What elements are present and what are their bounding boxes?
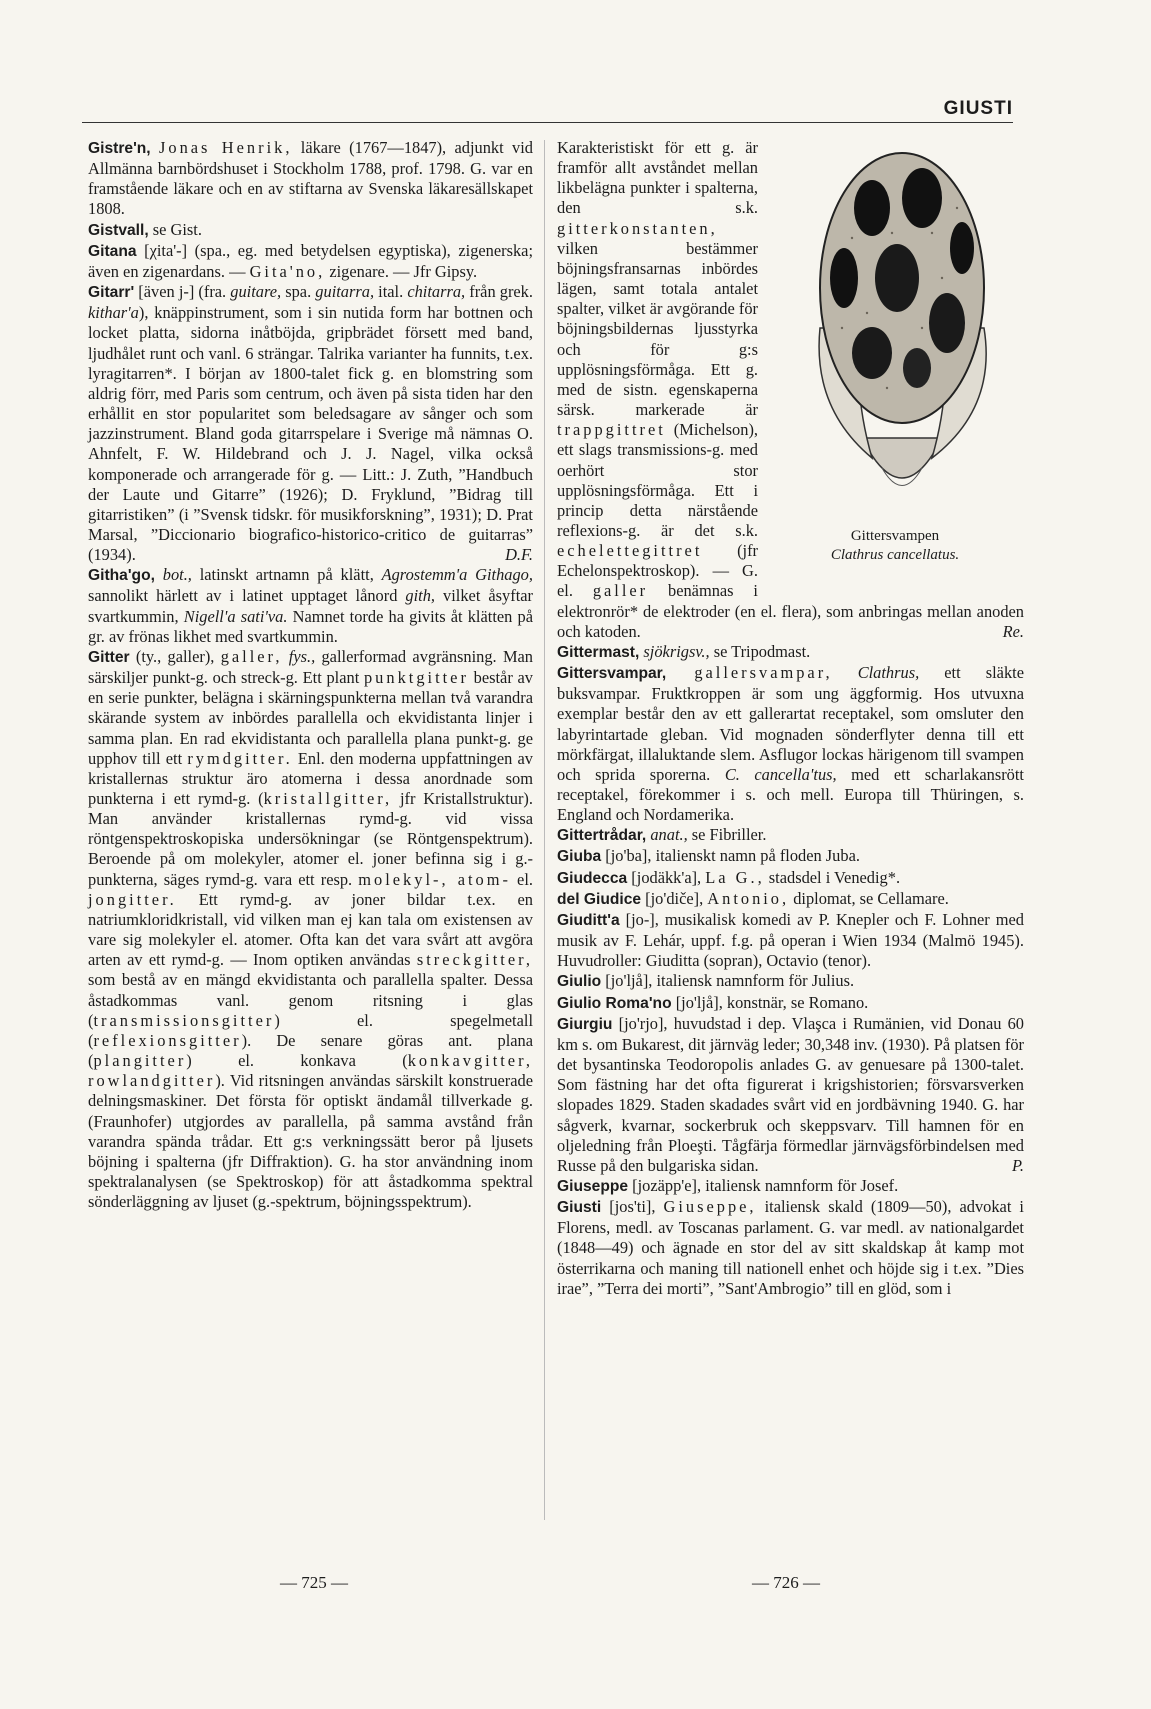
headword: Giulio bbox=[557, 973, 602, 991]
headword: Giuditt'a bbox=[557, 911, 620, 929]
entry-del-giudice: del Giudice [jo'diče], Antonio, diplomat, se Cellamare. bbox=[557, 888, 949, 908]
entry-giuseppe: Giuseppe [jozäpp'e], italiensk namnform för Josef. bbox=[557, 1175, 899, 1195]
signature: D.F. bbox=[505, 545, 533, 565]
entry-giudecca: Giudecca [jodäkk'a], La G., stadsdel i Venedig*. bbox=[557, 867, 901, 887]
entry-giusti: Giusti [jos'ti], Giuseppe, italiensk skald (1809—50), advokat i Florens, medl. av Toscanas parlament. G. var medl. av nationalgardet (1848—49) och ägnade en stor del av sitt skaldskap åt kamp mot österrikarna och maning till nationell enhet och höjde sig i t.ex. ”Dies irae”, ”Terra dei morti”, ”Sant'Ambrogio” till en glöd, som i bbox=[557, 1197, 1024, 1298]
caption-name: Gittersvampen bbox=[850, 528, 940, 545]
headword: Gistre'n, bbox=[88, 140, 151, 157]
entry-gitarr: Gitarr' [även j-] (fra. guitare, spa. guitarra, ital. chitarra, från grek. kithar'a), knäppinstrument, som i sin nutida form har bottnen och locket platta, sidorna inåtböjda, gripbrädet försett med band, ljudhålet runt och vanl. 6 strängar. Talrika varianter ha funnits, t.ex. lyragitarren*. I början av 1800-talet fick g. en blomstring som aldrig förr, med Paris som centrum, och även på sista tiden har den erhållit en stor popularitet som beledsagare av sånger och som jazzinstrument. Bland goda gitarrspelare i Sverige må nämnas O. Ahnfelt, F. W. Hildebrand och J. J. Nagel, vilka också komponerade och arrangerade för g. — Litt.: J. Zuth, ”Handbuch der Laute und Gitarre” (1926); D. Fryklund, ”Bidrag till gitarristiken” (i ”Svensk tidskr. för musikforskning”, 1931); D. Prat Marsal, ”Diccionario biografico-historico-critico de guitarras” (1934). D.F. bbox=[88, 282, 533, 565]
caption-scientific: Clathrus cancellatus. bbox=[830, 547, 960, 564]
headword: Gittersvampar, bbox=[557, 665, 667, 683]
headword: Giusti bbox=[557, 1199, 602, 1217]
page-number-left: — 725 — bbox=[280, 1573, 348, 1592]
mushroom-illustration bbox=[792, 138, 1012, 518]
entry-gitana: Gitana [χita'-] (spa., eg. med betydelsen egyptiska), zigenerska; även en zigenardans. — Gita'no, zigenare. — Jfr Gipsy. bbox=[88, 240, 533, 281]
entry-giuba: Giuba [jo'ba], italienskt namn på floden Juba. bbox=[557, 846, 860, 866]
signature: Re. bbox=[1002, 621, 1024, 641]
headword: Githa'go, bbox=[88, 567, 155, 585]
headword: Giudecca bbox=[557, 869, 628, 887]
headword: Giuseppe bbox=[557, 1177, 629, 1195]
entry-giulio-romano: Giulio Roma'no [jo'ljå], konstnär, se Romano. bbox=[557, 992, 869, 1012]
right-column bbox=[557, 138, 1024, 1299]
page-number-right: — 726 — bbox=[752, 1573, 820, 1592]
headword: Giuba bbox=[557, 848, 602, 866]
entry-giurgiu: Giurgiu [jo'rjo], huvudstad i dep. Vlaşca i Rumänien, vid Donau 60 km s. om Bukarest, dit järnväg leder; 30,348 inv. (1930). På platsen för det bysantinska Teodoropolis anlades G. av genuesare på 1300-talet. Som fästning har det ofta figurerat i krigshistorien; försvarsverken slopades 1829. Staden skadades svårt vid en jordbävning 1940. G. har sågverk, kvarnar, sockerbruk och skeppsvarv. Till hamnen för en oljeledning från Ploeşti. Tågfärja förmedlar järnvägsförbindelsen med Russe på den bulgariska sidan. P. bbox=[557, 1013, 1024, 1175]
headword: Giurgiu bbox=[557, 1015, 613, 1033]
headword: Gittermast, bbox=[557, 643, 640, 661]
entry-gittersvampar: Gittersvampar, gallersvampar, Clathrus, ett släkte buksvampar. Fruktkroppen är som ung äggformig. Hos utvuxna exemplar består den av ett gallerartat receptakel, som omsluter den labyrintartade gleban. Vid mognaden sönderflyter denna till ett mörkfärgat, illaluktande slem. Asflugor lockas härigenom till svampen och sprida sporerna. C. cancella'tus, med ett scharlakansrött receptakel, förekommer i s. och mell. Europa till Thüringen, s. England och Nordamerika. bbox=[557, 663, 1024, 825]
headword: Giulio Roma'no bbox=[557, 994, 672, 1012]
running-header: GIUSTI bbox=[943, 98, 1013, 119]
headword: Gistvall, bbox=[88, 221, 149, 239]
entry-gistvall: Gistvall, se Gist. bbox=[88, 219, 202, 239]
headword: Gitana bbox=[88, 242, 137, 260]
entry-gittertradar: Gittertrådar, anat., se Fibriller. bbox=[557, 825, 767, 845]
entry-giuditta: Giuditt'a [jo-], musikalisk komedi av P. Knepler och F. Lohner med musik av F. Lehár, uppf. f.g. på operan i Wien 1934 (Malmö 1945). Huvudroller: Giuditta (sopran), Octavio (tenor). bbox=[557, 909, 1024, 971]
headword: Gitter bbox=[88, 648, 130, 666]
headword: del Giudice bbox=[557, 890, 642, 908]
entry-gitter: Gitter (ty., galler), galler, fys., gallerformad avgränsning. Man särskiljer punkt-g. och streck-g. Ett plant punktgitter består av en serie punkter, belägna i skärningspunkterna mellan två varandra skärande system av inbördes parallella och ekvidistanta linjer i samma plan. En rad ekvidistanta och parallella plana punkt-g. ge upphov till ett rymdgitter. Enl. den moderna uppfattningen av kristallernas struktur äro atomerna i dessa anordnade som punkterna i ett rymd-g. (kristallgitter, jfr Kristallstruktur). Man använder kristallernas rymd-g. vid vissa röntgenspektroskopiska undersökningar (se Röntgenspektrum). Beroende på om molekyler, atomer el. joner befinna sig i g.-punkterna, säges rymd-g. vara ett resp. molekyl-, atom- el. jongitter. Ett rymd-g. av joner bildar t.ex. en natriumkloridkristall, vid vilken man ej kan tala om existensen av vare sig molekyler el. atomer. Ofta kan det vara svårt att avgöra arten av ett rymd-g. — Inom optiken användas streckgitter, som bestå av en mängd ekvidistanta och parallella spalter. Dessa åstadkommas vanl. genom ritsning i glas (transmissionsgitter) el. spegelmetall (reflexionsgitter). De senare göras ant. plana (plangitter) el. konkava (konkavgitter, rowlandgitter). Vid ritsningen användas särskilt konstruerade delningsmaskiner. Det första för optiskt ändamål tillverkade g. (Fraunhofer) utgjordes av parallella, på samma avstånd från varandra spända trådar. Ett g:s verkningssätt beror på ljusets böjning i spalterna (jfr Diffraktion). G. ha stor användning inom spektralanalysen (se Spektroskop) för att åstadkomma spektral sönderläggning av ljuset (g.-spektrum, böjningsspektrum). bbox=[88, 646, 533, 1212]
signature: P. bbox=[1012, 1155, 1024, 1175]
left-column bbox=[88, 138, 533, 1212]
entry-gitter-cont: Karakteristiskt för ett g. är framför allt avståndet mellan likbelägna punkter i spalterna, den s.k. gitterkonstanten, vilken bestämmer böjningsfransarnas inbördes lägen, samt totala antalet spalter, vilket är avgörande för böjningsbildernas ljusstyrka och för g:s upplösningsförmåga. Ett g. med de sistn. egenskaperna särsk. markerade är trappgittret (Michelson), ett slags transmissions-g. med oerhört stor upplösningsförmåga. Ett i princip detta närstående reflexions-g. är det s.k. echelettegittret (jfr Echelonspektroskop). — G. el. galler benämnas i elektronrör* de elektroder (en el. flera), som anbringas mellan anoden och katoden. Re. bbox=[557, 138, 1024, 641]
entry-githago: Githa'go, bot., latinskt artnamn på klätt, Agrostemm'a Githago, sannolikt härlett av i latinet upptaget lånord gith, vilket åsyftar svartkummin, Nigell'a sati'va. Namnet torde ha givits åt klätten på gr. av frönas likhet med svartkummin. bbox=[88, 565, 533, 646]
headword: Gitarr' bbox=[88, 284, 135, 302]
header-rule bbox=[82, 122, 1013, 123]
entry-gistren: Gistre'n, Jonas Henrik, läkare (1767—1847), adjunkt vid Allmänna barnbördshuset i Stockholm 1788, prof. 1798. G. var en framstående läkare och en av stiftarna av Svenska läkaresällskapet 1808. bbox=[88, 138, 533, 219]
headword: Gittertrådar, bbox=[557, 827, 647, 845]
entry-giulio: Giulio [jo'ljå], italiensk namnform för Julius. bbox=[557, 971, 855, 991]
figure-gittersvampen bbox=[766, 138, 1024, 584]
column-divider bbox=[544, 140, 545, 1520]
figure-caption bbox=[766, 527, 1024, 565]
entry-gittermast: Gittermast, sjökrigsv., se Tripodmast. bbox=[557, 641, 811, 661]
